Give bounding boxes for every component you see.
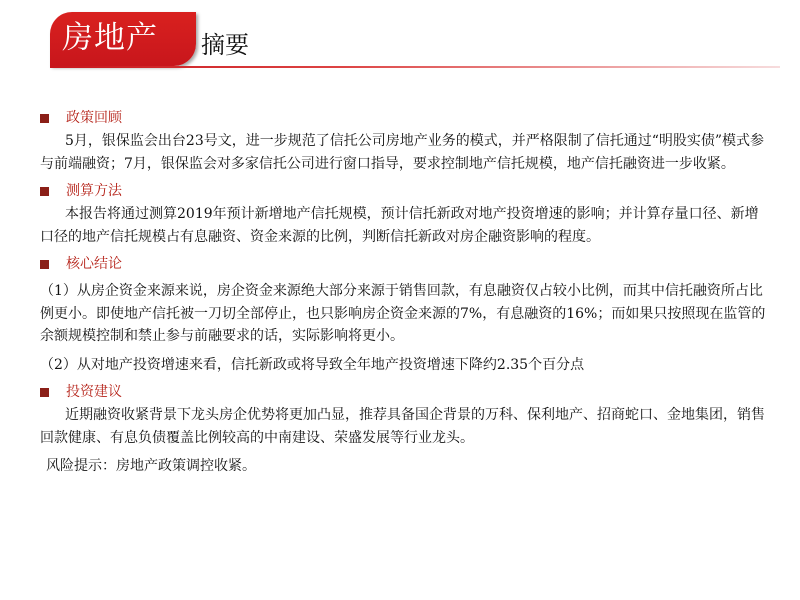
- square-bullet-icon: [40, 114, 49, 123]
- section-paragraph: 5月，银保监会出台23号文，进一步规范了信托公司房地产业务的模式，并严格限制了信托通过“明股实债”模式参与前端融资；7月，银保监会对多家信托公司进行窗口指导，要求控制地产信托规模，地产信托融资进一步收紧。: [40, 133, 765, 172]
- section-heading-conclusion: [40, 252, 770, 276]
- section-heading-method: [40, 179, 770, 203]
- square-bullet-icon: [40, 388, 49, 397]
- section-heading-investment: [40, 380, 770, 404]
- section-title: 投资建议: [66, 383, 122, 400]
- conclusion-item-2: （2）从对地产投资增速来看，信托新政或将导致全年地产投资增速下降约2.35个百分点: [40, 356, 585, 373]
- section-title: 核心结论: [66, 255, 122, 272]
- section-paragraph: 近期融资收紧背景下龙头房企优势将更加凸显，推荐具备国企背景的万科、保利地产、招商蛇口、金地集团，销售回款健康、有息负债覆盖比例较高的中南建设、荣盛发展等行业龙头。: [40, 407, 765, 446]
- slide-content: [40, 106, 770, 478]
- square-bullet-icon: [40, 187, 49, 196]
- risk-warning: 风险提示：房地产政策调控收紧。: [46, 458, 256, 474]
- conclusion-item-1: （1）从房企资金来源来说，房企资金来源绝大部分来源于销售回款，有息融资仅占较小比例，而其中信托融资所占比例更小。即使地产信托被一刀切全部停止，也只影响房企资金来源的7%，有息融资的16%；而如果只按照现在监管的余额规模控制和禁止参与前融要求的话，实际影响将更小。: [40, 283, 766, 344]
- section-title: 政策回顾: [66, 109, 122, 126]
- square-bullet-icon: [40, 260, 49, 269]
- header-divider: [50, 66, 780, 68]
- header-title: 房地产: [62, 20, 158, 56]
- section-paragraph: 本报告将通过测算2019年预计新增地产信托规模，预计信托新政对地产投资增速的影响；并计算存量口径、新增口径的地产信托规模占有息融资、资金来源的比例，判断信托新政对房企融资影响的程度。: [40, 206, 759, 245]
- header-subtitle: 摘要: [201, 31, 249, 59]
- section-title: 测算方法: [66, 182, 122, 199]
- section-heading-policy: [40, 106, 770, 130]
